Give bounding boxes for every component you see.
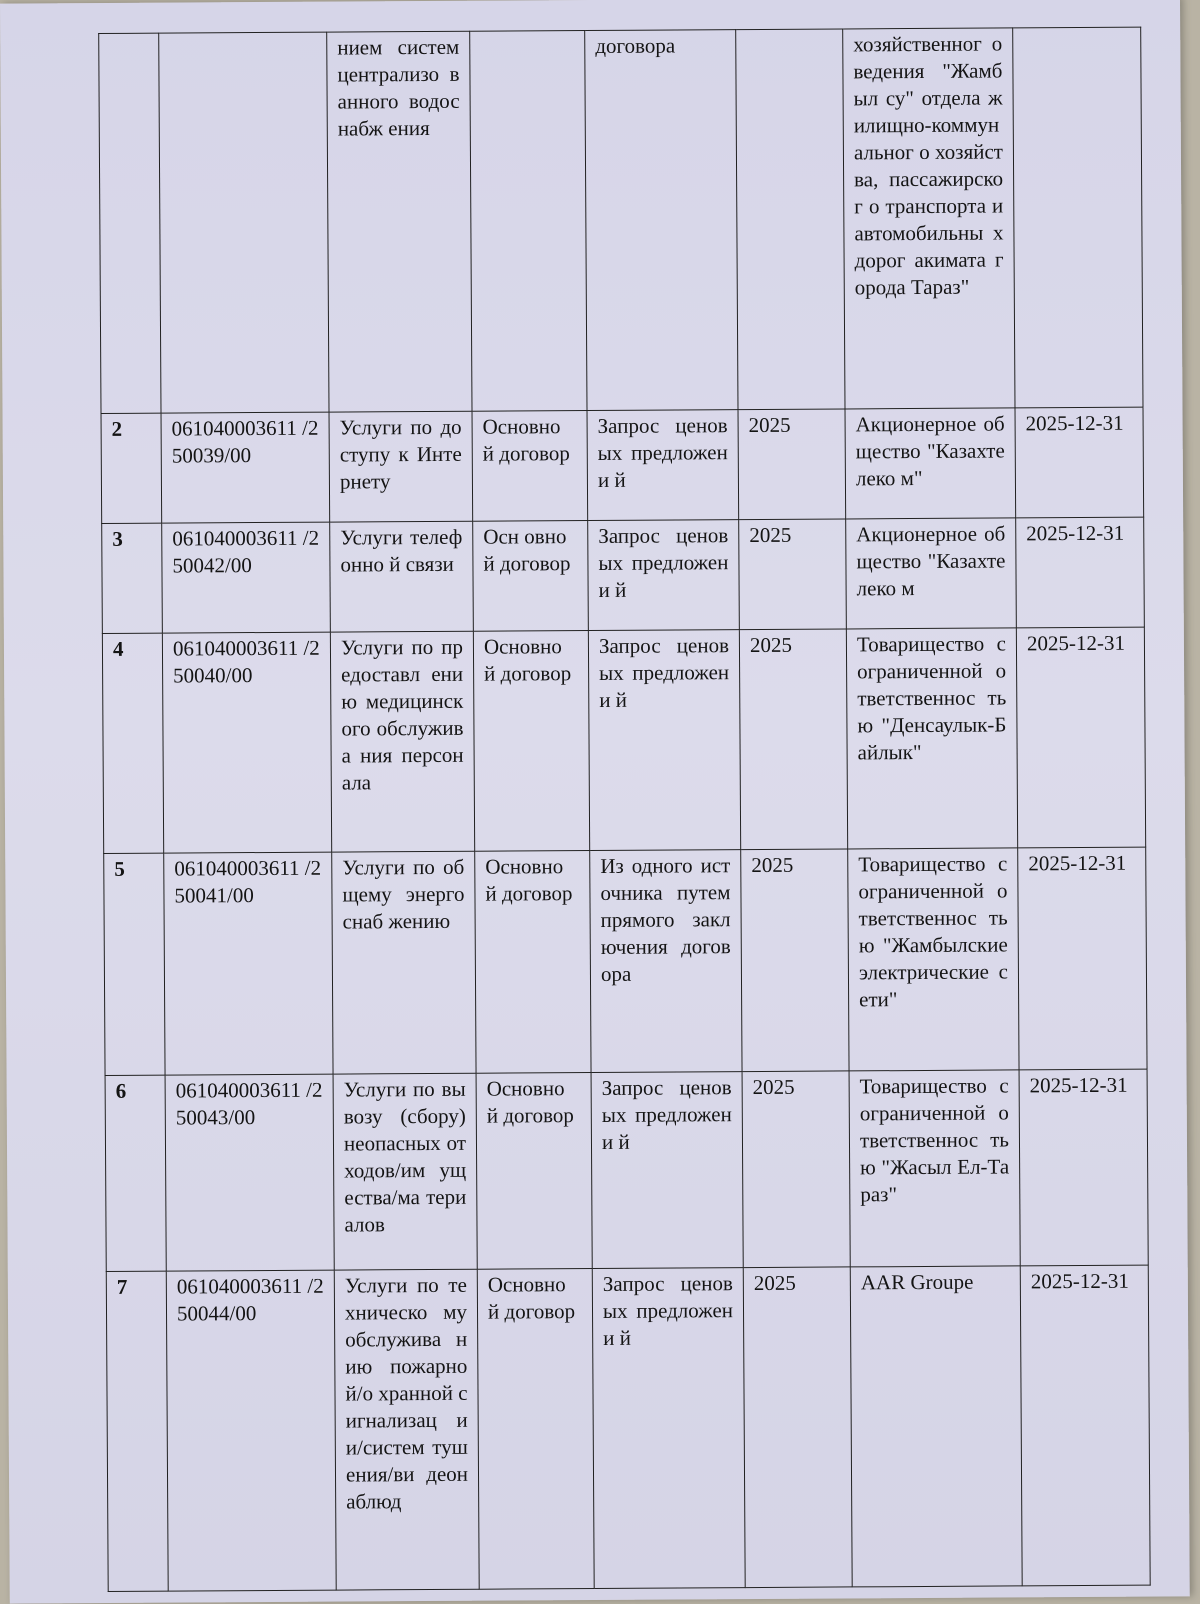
procurement-method: Запрос ценовых предложени й bbox=[602, 1074, 732, 1156]
contract-type bbox=[480, 33, 574, 34]
end-date-cell bbox=[1016, 517, 1145, 628]
procurement-method-cell bbox=[585, 30, 738, 411]
procurement-method-cell bbox=[587, 410, 739, 521]
row-number-cell bbox=[106, 1271, 168, 1591]
contract-code-cell bbox=[166, 1270, 336, 1591]
supplier-cell bbox=[845, 408, 1016, 519]
contract-type: Основно й договор bbox=[484, 633, 578, 688]
end-date: 2025-12-31 bbox=[1026, 410, 1133, 438]
year-cell bbox=[739, 629, 847, 850]
service-name: Услуги по предоставл ению медицинск ого обслужива ния персонала bbox=[341, 634, 464, 797]
service-cell bbox=[327, 31, 472, 412]
end-date-cell bbox=[1018, 847, 1147, 1070]
contract-year: 2025 bbox=[749, 412, 835, 440]
service-name: Услуги телефонно й связи bbox=[340, 524, 462, 579]
row-number-cell bbox=[102, 633, 163, 853]
supplier-cell bbox=[848, 848, 1019, 1071]
year-cell bbox=[736, 29, 845, 410]
end-date-cell bbox=[1020, 1265, 1150, 1586]
year-cell bbox=[742, 1071, 850, 1268]
procurement-method: Из одного источника путем прямого заключения договора bbox=[600, 852, 731, 988]
contract-year: 2025 bbox=[749, 522, 835, 550]
supplier-cell bbox=[849, 1070, 1020, 1267]
year-cell bbox=[741, 849, 849, 1072]
row-number: 7 bbox=[117, 1274, 156, 1301]
procurement-method-cell bbox=[591, 1072, 743, 1269]
contract-year: 2025 bbox=[751, 852, 837, 880]
contract-year: 2025 bbox=[750, 632, 836, 660]
contract-year: 2025 bbox=[753, 1074, 839, 1102]
table-row bbox=[102, 517, 1145, 633]
contract-code bbox=[169, 35, 316, 36]
contract-type-cell bbox=[473, 521, 589, 632]
procurement-method: Запрос ценовых предложени й bbox=[598, 522, 728, 604]
service-cell bbox=[329, 411, 473, 522]
supplier-name: Акционерное общество "Казахтелеко м" bbox=[856, 410, 1005, 492]
contract-code: 061040003611 /250039/00 bbox=[172, 415, 319, 470]
end-date: 2025-12-31 bbox=[1031, 1268, 1138, 1296]
year-cell bbox=[743, 1267, 852, 1588]
end-date: 2025-12-31 bbox=[1030, 1072, 1137, 1100]
end-date-cell bbox=[1019, 1069, 1148, 1266]
row-number-cell bbox=[99, 33, 161, 413]
service-name: Услуги по общему энергоснаб жению bbox=[342, 854, 464, 936]
procurement-method: договора bbox=[595, 32, 725, 60]
table-row bbox=[101, 407, 1144, 523]
end-date-cell bbox=[1016, 627, 1145, 848]
contract-code: 061040003611 /250041/00 bbox=[174, 855, 321, 910]
contract-type-cell bbox=[476, 1073, 592, 1270]
contract-type: Основно й договор bbox=[483, 413, 577, 468]
row-number-cell bbox=[105, 1075, 166, 1271]
contract-type-cell bbox=[470, 31, 587, 412]
contracts-table bbox=[98, 27, 1151, 1592]
contract-code-cell bbox=[159, 32, 329, 413]
table-row bbox=[106, 1265, 1150, 1591]
contract-type-cell bbox=[477, 1269, 594, 1590]
supplier-cell bbox=[846, 518, 1017, 629]
row-number-cell bbox=[102, 523, 163, 633]
contract-code-cell bbox=[164, 852, 333, 1075]
row-number-cell bbox=[101, 413, 162, 523]
contract-code: 061040003611 /250040/00 bbox=[173, 635, 320, 690]
supplier-cell bbox=[850, 1266, 1022, 1587]
service-name: Услуги по доступу к Интернету bbox=[340, 414, 462, 496]
supplier-name: Акционерное общество "Казахтелеко м bbox=[856, 520, 1005, 602]
row-number: 6 bbox=[116, 1078, 155, 1105]
supplier-name: Товарищество с ограниченной ответственнос тью "Жасыл Ел-Тараз" bbox=[860, 1072, 1010, 1208]
supplier-name: Товарищество с ограниченной ответственнос тью "Жамбылские электрические сети" bbox=[858, 850, 1008, 1013]
row-number: 4 bbox=[113, 636, 152, 663]
table-row bbox=[105, 1069, 1148, 1271]
year-cell bbox=[738, 409, 846, 520]
contract-year bbox=[746, 32, 832, 33]
contract-code: 061040003611 /250042/00 bbox=[172, 525, 319, 580]
table-row bbox=[104, 847, 1147, 1075]
procurement-method: Запрос ценовых предложени й bbox=[603, 1270, 733, 1352]
contract-code-cell bbox=[162, 522, 331, 633]
contract-code-cell bbox=[165, 1074, 334, 1271]
supplier-name: Товарищество с ограниченной ответственнос тью "Денсаулык-Байлык" bbox=[857, 630, 1007, 766]
row-number: 3 bbox=[112, 526, 151, 553]
service-name: Услуги по техническо му обслужива нию пожарной/о хранной сигнализац ии/систем тушения/ви деонаблюд bbox=[345, 1272, 468, 1516]
procurement-method-cell bbox=[588, 630, 740, 851]
end-date-cell bbox=[1015, 407, 1144, 518]
contract-code-cell bbox=[162, 632, 331, 853]
row-number-cell bbox=[104, 853, 165, 1075]
row-number: 2 bbox=[112, 416, 151, 443]
end-date: 2025-12-31 bbox=[1028, 850, 1135, 878]
supplier-cell bbox=[846, 628, 1017, 849]
supplier-name: AAR Groupe bbox=[861, 1268, 1010, 1296]
year-cell bbox=[739, 519, 847, 630]
service-cell bbox=[332, 851, 476, 1074]
service-cell bbox=[334, 1269, 479, 1590]
contract-code-cell bbox=[161, 412, 330, 523]
contract-type-cell bbox=[472, 411, 588, 522]
procurement-method-cell bbox=[590, 850, 742, 1073]
end-date bbox=[1023, 30, 1130, 31]
contract-type-cell bbox=[475, 851, 591, 1074]
contract-code: 061040003611 /250043/00 bbox=[176, 1077, 323, 1132]
contract-code: 061040003611 /250044/00 bbox=[177, 1273, 324, 1328]
procurement-method: Запрос ценовых предложени й bbox=[599, 632, 729, 714]
row-number: 5 bbox=[114, 856, 153, 883]
end-date-cell bbox=[1013, 27, 1143, 408]
table-row bbox=[102, 627, 1145, 853]
end-date: 2025-12-31 bbox=[1027, 630, 1134, 658]
procurement-method-cell bbox=[592, 1268, 745, 1589]
service-cell bbox=[333, 1073, 477, 1270]
service-name: Услуги по вывозу (сбору) неопасных отходов/им ущества/ма териалов bbox=[344, 1076, 467, 1239]
service-cell bbox=[330, 521, 474, 632]
procurement-method-cell bbox=[588, 520, 740, 631]
service-cell bbox=[330, 631, 474, 852]
supplier-cell bbox=[843, 28, 1015, 409]
procurement-method: Запрос ценовых предложени й bbox=[598, 412, 728, 494]
contract-type: Основно й договор bbox=[487, 1075, 581, 1130]
contract-year: 2025 bbox=[754, 1269, 840, 1297]
end-date: 2025-12-31 bbox=[1026, 520, 1133, 548]
supplier-name: хозяйственног о ведения "Жамбыл су" отдела жилищно-коммунальног о хозяйства, пассажирског о транспорта и автомобильны х дорог акимата города Тараз" bbox=[853, 30, 1004, 301]
table-row bbox=[99, 27, 1143, 413]
contract-type: Основно й договор bbox=[485, 853, 579, 908]
contract-type-cell bbox=[473, 631, 589, 852]
service-name: нием систем централизо ванного водоснабж ения bbox=[337, 34, 460, 143]
contract-type: Основно й договор bbox=[488, 1271, 582, 1326]
contract-type: Осн овной договор bbox=[483, 523, 577, 578]
